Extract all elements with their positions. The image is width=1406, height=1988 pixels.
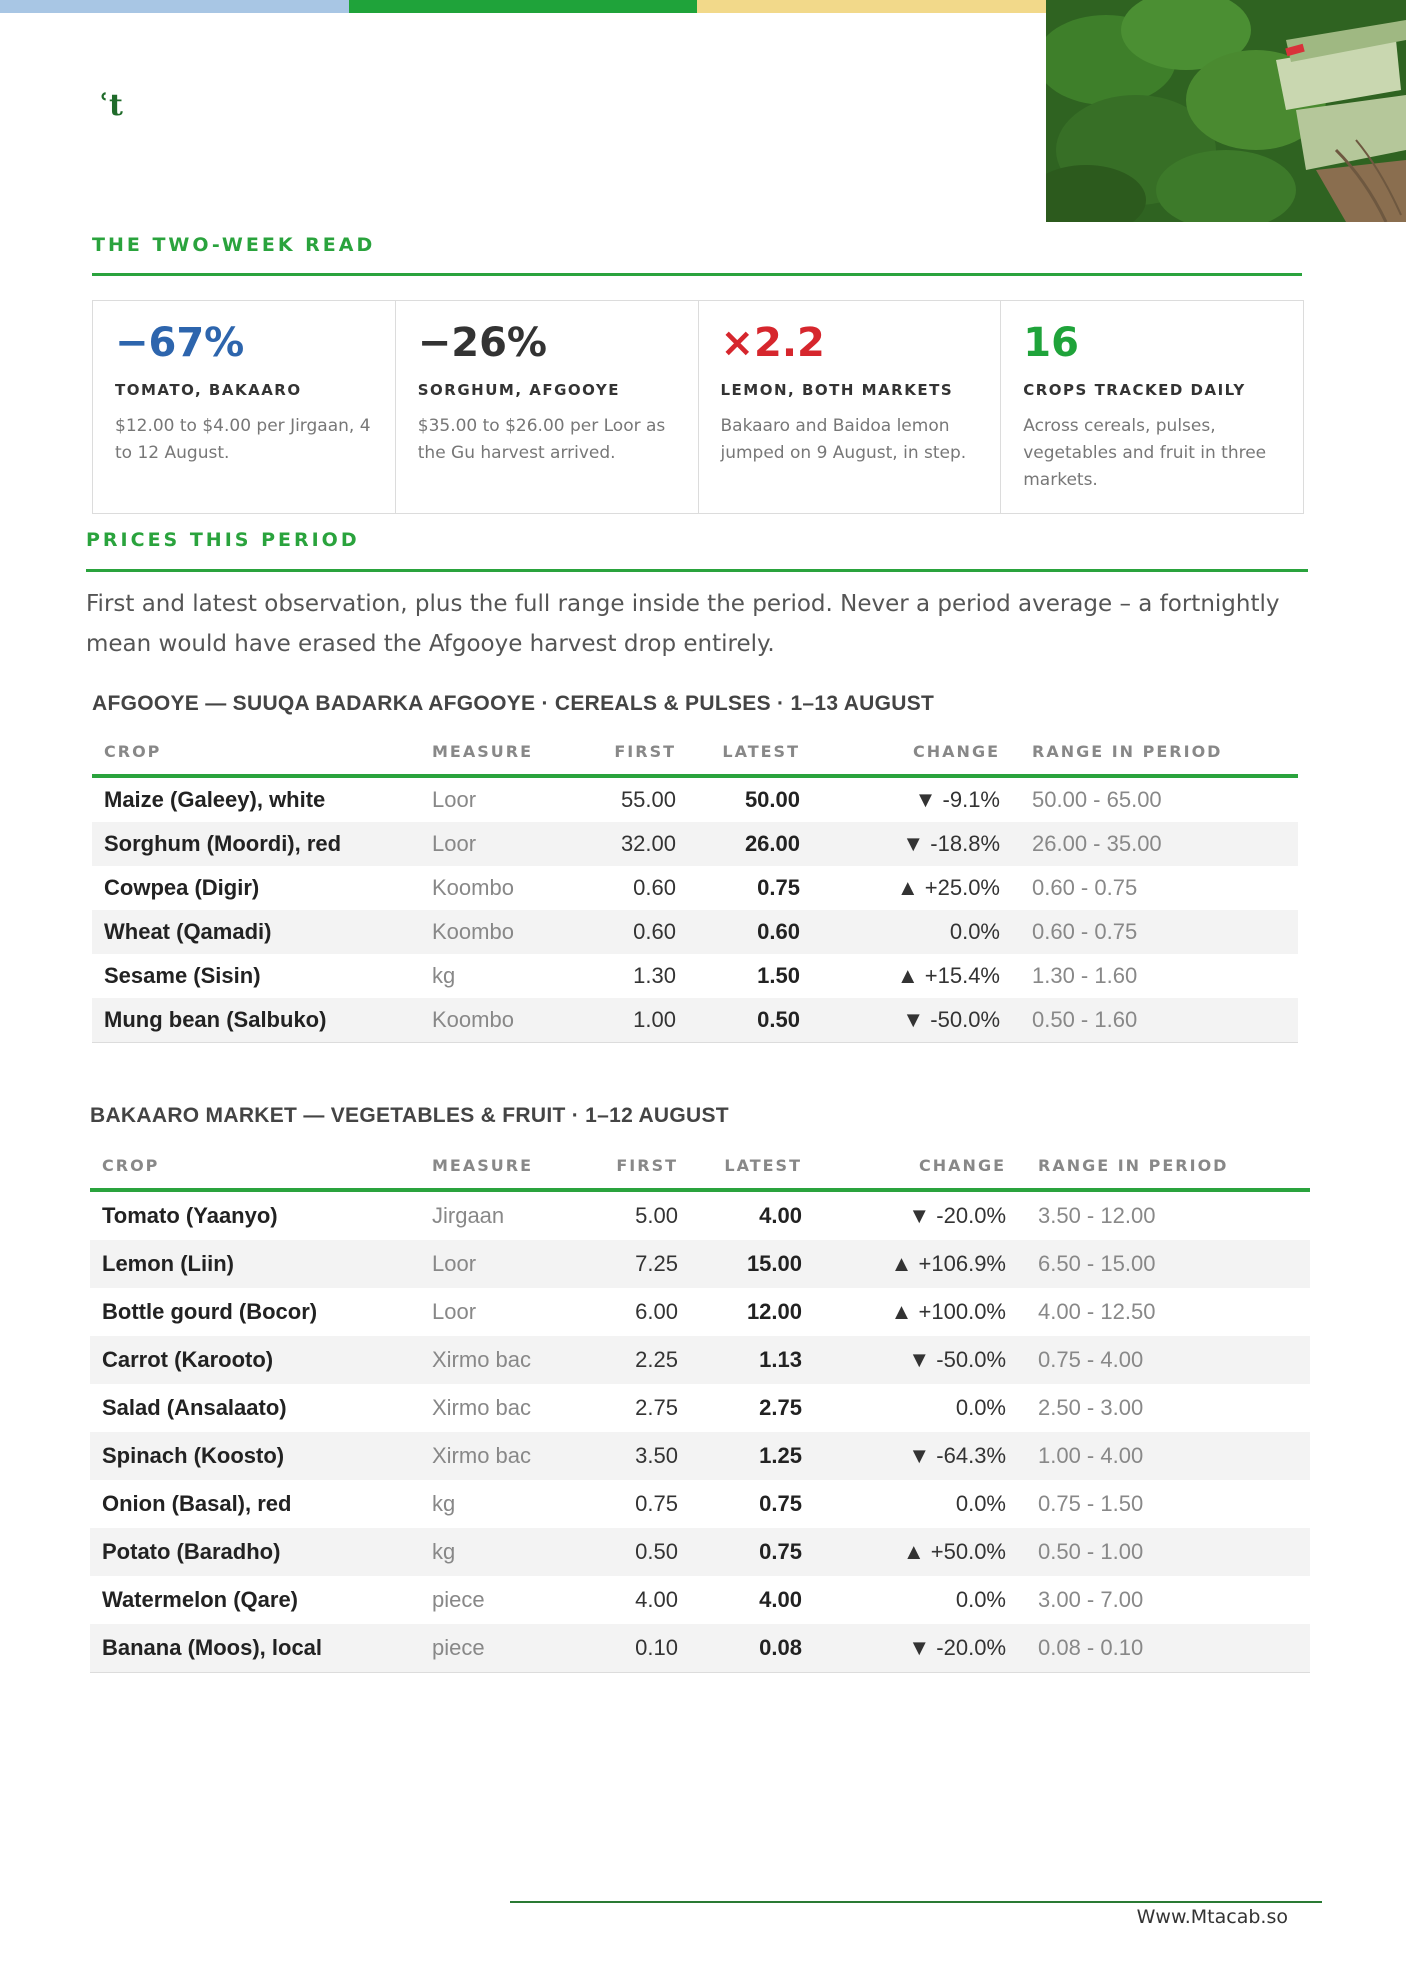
cell-measure: Koombo xyxy=(420,998,568,1043)
cell-range: 26.00 - 35.00 xyxy=(1010,822,1298,866)
cell-range: 0.08 - 0.10 xyxy=(1016,1624,1310,1673)
cell-measure: Koombo xyxy=(420,910,568,954)
cell-change: ▲ +25.0% xyxy=(896,875,1000,900)
cell-crop: Mung bean (Salbuko) xyxy=(92,998,420,1043)
cell-first: 0.60 xyxy=(633,875,676,900)
cell-range: 0.50 - 1.60 xyxy=(1010,998,1298,1043)
cell-range: 4.00 - 12.50 xyxy=(1038,1299,1156,1324)
stat-value: −26% xyxy=(417,320,548,366)
cell-latest: 1.50 xyxy=(757,963,800,988)
cell-change: ▼ -9.1% xyxy=(914,787,1000,812)
col-header-measure: MEASURE xyxy=(420,728,568,776)
cell-measure: Jirgaan xyxy=(432,1203,505,1228)
stat-value: ×2.2 xyxy=(720,320,825,366)
table-title-bakaaro: BAKAARO MARKET — VEGETABLES & FRUIT · 1–12 AUGUST xyxy=(90,1104,729,1127)
cell-crop: Spinach (Koosto) xyxy=(90,1432,420,1480)
cell-latest: 1.13 xyxy=(688,1336,812,1384)
top-color-bar xyxy=(0,0,1046,13)
cell-crop: Bottle gourd (Bocor) xyxy=(102,1299,318,1324)
col-header-latest: LATEST xyxy=(688,1142,812,1190)
cell-crop: Cowpea (Digir) xyxy=(104,875,260,900)
footer-rule xyxy=(510,1901,1322,1903)
stat-card-tomato xyxy=(93,301,396,513)
cell-measure: Loor xyxy=(420,822,568,866)
col-header-change: CHANGE xyxy=(810,728,1010,776)
stat-card-crops xyxy=(1001,301,1303,513)
table-row xyxy=(90,1384,1310,1432)
cell-latest: 0.08 xyxy=(688,1624,812,1673)
cell-change: ▲ +50.0% xyxy=(812,1528,1016,1576)
cell-measure: Xirmo bac xyxy=(420,1432,570,1480)
cell-range: 6.50 - 15.00 xyxy=(1016,1240,1310,1288)
cell-measure: kg xyxy=(432,1491,456,1516)
cell-latest: 26.00 xyxy=(686,822,810,866)
cell-change: 0.0% xyxy=(955,1395,1006,1420)
table-row xyxy=(90,1576,1310,1624)
cell-first: 3.50 xyxy=(570,1432,688,1480)
cell-crop: Tomato (Yaanyo) xyxy=(102,1203,278,1228)
cell-latest: 0.75 xyxy=(688,1528,812,1576)
cell-range: 50.00 - 65.00 xyxy=(1032,787,1162,812)
cell-change: ▼ -20.0% xyxy=(812,1624,1016,1673)
cell-latest: 12.00 xyxy=(746,1299,802,1324)
brand-logo: ʿt xyxy=(98,88,123,123)
cell-range: 1.00 - 4.00 xyxy=(1016,1432,1310,1480)
cell-range: 0.60 - 0.75 xyxy=(1010,910,1298,954)
col-header-range: RANGE IN PERIOD xyxy=(1010,728,1298,776)
cell-range: 2.50 - 3.00 xyxy=(1038,1395,1144,1420)
col-header-first: FIRST xyxy=(570,1142,688,1190)
cell-crop: Sorghum (Moordi), red xyxy=(92,822,420,866)
cell-latest: 0.50 xyxy=(686,998,810,1043)
cell-crop: Potato (Baradho) xyxy=(90,1528,420,1576)
cell-first: 7.25 xyxy=(570,1240,688,1288)
table-header-row xyxy=(90,1142,1310,1190)
stat-value: 16 xyxy=(1023,320,1079,366)
table-bakaaro xyxy=(90,1142,1310,1673)
table-row xyxy=(92,910,1298,954)
table-row xyxy=(90,1480,1310,1528)
cell-latest: 0.75 xyxy=(759,1491,802,1516)
cell-crop: Watermelon (Qare) xyxy=(102,1587,299,1612)
table-row xyxy=(90,1432,1310,1480)
top-bar-yellow xyxy=(697,0,1046,13)
col-header-crop: CROP xyxy=(90,1142,420,1190)
table-row xyxy=(92,822,1298,866)
table-row xyxy=(92,776,1298,822)
section-label-prices: PRICES THIS PERIOD xyxy=(86,529,360,551)
stat-label: TOMATO, BAKAARO xyxy=(115,381,302,399)
table-row xyxy=(92,866,1298,910)
stat-value: −67% xyxy=(115,320,245,366)
table-row xyxy=(90,1190,1310,1240)
cell-range: 0.75 - 1.50 xyxy=(1038,1491,1144,1516)
table-afgooye xyxy=(92,728,1298,1043)
cell-crop: Onion (Basal), red xyxy=(102,1491,292,1516)
stat-desc: $35.00 to $26.00 per Loor as the Gu harvest arrived. xyxy=(417,416,666,463)
cell-measure: Xirmo bac xyxy=(432,1395,532,1420)
cell-latest: 15.00 xyxy=(688,1240,812,1288)
cell-first: 0.50 xyxy=(570,1528,688,1576)
stats-row xyxy=(92,300,1304,514)
cell-change: 0.0% xyxy=(955,1491,1006,1516)
stat-label: CROPS TRACKED DAILY xyxy=(1023,381,1246,399)
footer-url: Www.Mtacab.so xyxy=(1136,1906,1288,1928)
cell-crop: Salad (Ansalaato) xyxy=(102,1395,287,1420)
cell-first: 2.25 xyxy=(570,1336,688,1384)
cell-measure: Loor xyxy=(432,1299,477,1324)
cell-first: 32.00 xyxy=(568,822,686,866)
col-header-crop: CROP xyxy=(92,728,420,776)
cell-range: 0.60 - 0.75 xyxy=(1032,875,1138,900)
col-header-first: FIRST xyxy=(568,728,686,776)
cell-measure: Xirmo bac xyxy=(420,1336,570,1384)
col-header-latest: LATEST xyxy=(686,728,810,776)
cell-change: ▼ -64.3% xyxy=(812,1432,1016,1480)
cell-range: 1.30 - 1.60 xyxy=(1032,963,1138,988)
cell-change: ▲ +15.4% xyxy=(896,963,1000,988)
col-header-measure: MEASURE xyxy=(420,1142,570,1190)
cell-latest: 4.00 xyxy=(759,1587,802,1612)
cell-change: 0.0% xyxy=(955,1587,1006,1612)
cell-change: ▲ +106.9% xyxy=(812,1240,1016,1288)
top-bar-blue xyxy=(0,0,349,13)
stat-label: SORGHUM, AFGOOYE xyxy=(417,381,620,399)
table-row xyxy=(90,1336,1310,1384)
cell-measure: kg xyxy=(432,963,456,988)
cell-change: 0.0% xyxy=(810,910,1010,954)
cell-change: ▼ -50.0% xyxy=(810,998,1010,1043)
cell-measure: piece xyxy=(432,1587,485,1612)
table-row xyxy=(92,998,1298,1043)
stat-desc: Bakaaro and Baidoa lemon jumped on 9 August, in step. xyxy=(720,416,967,463)
section-rule-prices xyxy=(86,569,1308,572)
cell-latest: 50.00 xyxy=(744,787,800,812)
cell-first: 1.30 xyxy=(633,963,676,988)
cell-first: 5.00 xyxy=(635,1203,678,1228)
cell-first: 0.75 xyxy=(635,1491,678,1516)
cell-first: 0.10 xyxy=(570,1624,688,1673)
cell-latest: 1.25 xyxy=(688,1432,812,1480)
cell-change: ▼ -50.0% xyxy=(812,1336,1016,1384)
table-title-afgooye: AFGOOYE — SUUQA BADARKA AFGOOYE · CEREALS & PULSES · 1–13 AUGUST xyxy=(92,692,935,715)
top-bar-green xyxy=(349,0,698,13)
col-header-change: CHANGE xyxy=(812,1142,1016,1190)
cell-crop: Banana (Moos), local xyxy=(90,1624,420,1673)
cell-crop: Lemon (Liin) xyxy=(90,1240,420,1288)
cell-measure: Loor xyxy=(420,1240,570,1288)
cell-change: ▲ +100.0% xyxy=(890,1299,1006,1324)
cell-crop: Wheat (Qamadi) xyxy=(92,910,420,954)
spinach-illustration xyxy=(1046,0,1406,222)
cell-change: ▼ -18.8% xyxy=(810,822,1010,866)
cell-first: 4.00 xyxy=(635,1587,678,1612)
cell-latest: 2.75 xyxy=(759,1395,802,1420)
cell-latest: 0.75 xyxy=(757,875,800,900)
cell-measure: piece xyxy=(420,1624,570,1673)
cell-crop: Carrot (Karooto) xyxy=(90,1336,420,1384)
section-rule-two-week xyxy=(92,273,1302,276)
table-row xyxy=(90,1528,1310,1576)
cell-crop: Sesame (Sisin) xyxy=(104,963,261,988)
stat-desc: Across cereals, pulses, vegetables and fruit in three markets. xyxy=(1023,416,1267,490)
cell-measure: Koombo xyxy=(432,875,514,900)
table-row xyxy=(90,1288,1310,1336)
cell-first: 6.00 xyxy=(635,1299,678,1324)
cell-latest: 0.60 xyxy=(686,910,810,954)
prices-intro: First and latest observation, plus the full range inside the period. Never a period average – a fortnightly mean would have erased the Afgooye harvest drop entirely. xyxy=(86,591,1280,657)
cell-crop: Maize (Galeey), white xyxy=(104,787,326,812)
stat-desc: $12.00 to $4.00 per Jirgaan, 4 to 12 August. xyxy=(115,416,371,463)
cell-first: 1.00 xyxy=(568,998,686,1043)
cell-range: 0.50 - 1.00 xyxy=(1016,1528,1310,1576)
cell-first: 0.60 xyxy=(568,910,686,954)
col-header-range: RANGE IN PERIOD xyxy=(1016,1142,1310,1190)
cell-latest: 4.00 xyxy=(759,1203,802,1228)
cell-range: 3.00 - 7.00 xyxy=(1038,1587,1144,1612)
cell-change: ▼ -20.0% xyxy=(908,1203,1006,1228)
spinach-photo xyxy=(1046,0,1406,222)
table-row xyxy=(90,1624,1310,1673)
stat-label: LEMON, BOTH MARKETS xyxy=(720,381,954,399)
stat-card-sorghum xyxy=(396,301,699,513)
cell-first: 55.00 xyxy=(620,787,676,812)
cell-first: 2.75 xyxy=(635,1395,678,1420)
table-row xyxy=(92,954,1298,998)
cell-measure: Loor xyxy=(432,787,477,812)
stat-card-lemon xyxy=(699,301,1002,513)
section-label-two-week: THE TWO-WEEK READ xyxy=(92,234,376,256)
cell-range: 3.50 - 12.00 xyxy=(1038,1203,1156,1228)
table-row xyxy=(90,1240,1310,1288)
table-header-row xyxy=(92,728,1298,776)
cell-range: 0.75 - 4.00 xyxy=(1016,1336,1310,1384)
cell-measure: kg xyxy=(420,1528,570,1576)
